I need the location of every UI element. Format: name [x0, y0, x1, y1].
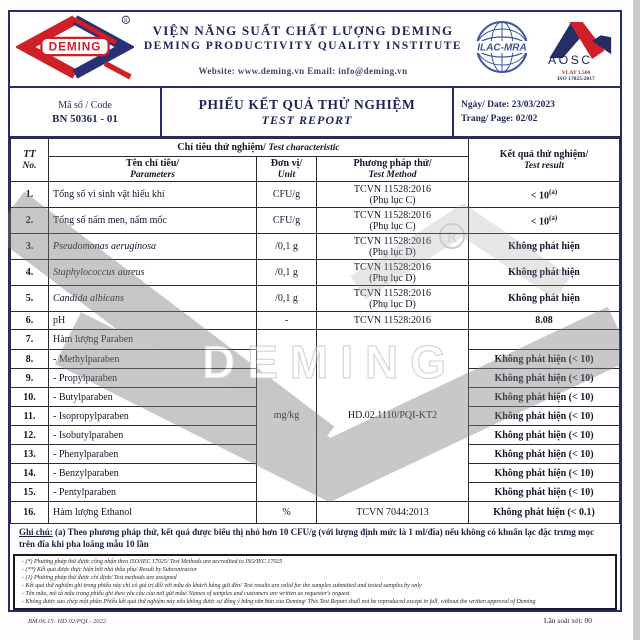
svg-text:AOSC: AOSC	[548, 52, 593, 66]
col-header-parameter: Tên chỉ tiêu/ Parameters	[49, 157, 257, 182]
form-code-text: BM.06.15: HD.02/PQI - 2022	[28, 618, 106, 625]
parameter-name: - Methylparaben	[49, 350, 257, 369]
result-value: Không phát hiện (< 10)	[469, 369, 620, 388]
note-label: Ghi chú:	[19, 527, 53, 538]
aosc-accreditation-code: VLAT 1.500	[561, 70, 591, 76]
title-block	[10, 88, 620, 138]
table-row	[11, 312, 620, 330]
revision-text: Lần soát xét: 00	[543, 616, 592, 625]
method-value: TCVN 11528:2016 (Phụ lục D)	[317, 260, 469, 286]
disclaimer-line: - Kết quả thử nghiệm ghi trong phiếu này chỉ có giá trị đối với mẫu do khách hàng gửi đến/ Test results are valid for the samples submitted and tested samples by only	[22, 583, 422, 590]
unit-value: CFU/g	[257, 208, 317, 234]
row-number: 3.	[11, 234, 49, 260]
result-value: 8.08	[469, 312, 620, 330]
parameter-name: Staphylococcus aureus	[49, 260, 257, 286]
ilac-mra-logo-icon	[472, 18, 532, 81]
row-number: 2.	[11, 208, 49, 234]
svg-text:ILAC-MRA: ILAC-MRA	[477, 42, 527, 53]
disclaimer-box	[13, 554, 617, 611]
table-row	[11, 502, 620, 524]
method-value: HD.02.1110/PQI-KT2	[317, 330, 469, 502]
website-line: Website: www.deming.vn Email: info@deming.vn	[198, 65, 408, 76]
table-row	[11, 260, 620, 286]
parameter-name: - Butylparaben	[49, 388, 257, 407]
aosc-standard-line: ISO 17025:2017	[557, 75, 595, 82]
result-value: Không phát hiện (< 10)	[469, 407, 620, 426]
svg-text:DEMING: DEMING	[202, 336, 458, 388]
method-value: TCVN 11528:2016	[317, 312, 469, 330]
col-header-unit: Đơn vị/ Unit	[257, 157, 317, 182]
disclaimer-line: - Tên mẫu, mô tả mẫu trong phiếu ghi theo yêu cầu của nơi gửi mẫu/ Names of samples and customers are written as requester's request	[22, 591, 350, 598]
unit-value: %	[257, 502, 317, 524]
method-value: TCVN 11528:2016 (Phụ lục D)	[317, 286, 469, 312]
parameter-name: Pseudomonas aeruginosa	[49, 234, 257, 260]
address-bar	[10, 610, 620, 612]
note-text: (a) Theo phương pháp thử, kết quả được biểu thị nhỏ hơn 10 CFU/g (với lượng định mức là 1 ml/đĩa) nếu không có khuẩn lạc đặc trưng mọc trên đĩa khi pha loãng mẫu 10 lần	[19, 527, 595, 550]
org-name-en: DEMING PRODUCTIVITY QUALITY INSTITUTE	[143, 39, 463, 52]
parameter-name: - Phenylparaben	[49, 445, 257, 464]
svg-text:DEMING: DEMING	[48, 39, 102, 54]
report-title-en: TEST REPORT	[261, 112, 353, 127]
result-value: Không phát hiện (< 10)	[469, 426, 620, 445]
code-cell	[10, 88, 162, 136]
code-value: BN 50361 - 01	[52, 112, 118, 125]
row-number: 16.	[11, 502, 49, 524]
method-value: TCVN 11528:2016 (Phụ lục C)	[317, 208, 469, 234]
row-number: 8.	[11, 350, 49, 369]
col-header-method: Phương pháp thử/ Test Method	[317, 157, 469, 182]
disclaimer-line: - (1) Phương pháp thử được chỉ định/ Test methods are assigned	[22, 575, 177, 581]
parameter-name: - Propylparaben	[49, 369, 257, 388]
unit-value: mg/kg	[257, 330, 317, 502]
svg-text:R: R	[124, 17, 128, 24]
parameter-name: Hàm lượng Ethanol	[49, 502, 257, 524]
accreditation-logos	[472, 16, 614, 82]
document-frame	[8, 10, 622, 612]
parameter-name: Hàm lượng Paraben	[49, 330, 257, 350]
result-value: Không phát hiện (< 0.1)	[469, 502, 620, 524]
row-number: 10.	[11, 388, 49, 407]
org-name-vi: VIỆN NĂNG SUẤT CHẤT LƯỢNG DEMING	[152, 22, 454, 38]
col-header-tt: TT No.	[11, 139, 49, 182]
unit-value: /0,1 g	[257, 234, 317, 260]
disclaimer-line: - Không được sao chép một phần Phiếu kết quả thử nghiệm này nếu không được sự đồng ý bằng văn bản của Deming/ This Test Report shall not be reproduced except in full, without the written approval of Deming	[22, 599, 536, 606]
report-title-cell	[162, 88, 452, 136]
report-title-vi: PHIẾU KẾT QUẢ THỬ NGHIỆM	[198, 96, 416, 112]
aosc-logo-icon	[538, 53, 614, 70]
disclaimer-line: - (*) Phương pháp thử được công nhận theo ISO/IEC 17025/ Test Methods are accredited to ISO/IEC 17025	[22, 558, 283, 565]
parameter-name: - Benzylparaben	[49, 464, 257, 483]
report-header	[10, 12, 620, 88]
result-value: Không phát hiện (< 10)	[469, 464, 620, 483]
svg-text:R: R	[446, 230, 458, 246]
parameter-name: Tổng số vi sinh vật hiếu khí	[49, 182, 257, 208]
row-number: 6.	[11, 312, 49, 330]
row-number: 11.	[11, 407, 49, 426]
parameter-name: - Isopropylparaben	[49, 407, 257, 426]
result-value: Không phát hiện (< 10)	[469, 445, 620, 464]
note-paragraph	[10, 524, 620, 552]
unit-value: /0,1 g	[257, 260, 317, 286]
row-number: 4.	[11, 260, 49, 286]
code-label: Mã số / Code	[58, 99, 112, 111]
row-number: 9.	[11, 369, 49, 388]
row-number: 5.	[11, 286, 49, 312]
result-value: Không phát hiện	[469, 234, 620, 260]
row-number: 12.	[11, 426, 49, 445]
row-number: 13.	[11, 445, 49, 464]
unit-value: /0,1 g	[257, 286, 317, 312]
unit-value: CFU/g	[257, 182, 317, 208]
method-value: TCVN 7044:2013	[317, 502, 469, 524]
date-page-cell	[452, 88, 620, 136]
parameter-name: - Pentylparaben	[49, 483, 257, 502]
col-header-result: Kết quả thử nghiệm/ Test result	[469, 139, 620, 182]
unit-value: -	[257, 312, 317, 330]
table-row	[11, 234, 620, 260]
result-value: Không phát hiện (< 10)	[469, 388, 620, 407]
method-value: TCVN 11528:2016 (Phụ lục C)	[317, 182, 469, 208]
parameter-name: - Isobutylparaben	[49, 426, 257, 445]
deming-logo-icon	[16, 11, 134, 88]
table-row	[11, 330, 620, 350]
row-number: 1.	[11, 182, 49, 208]
row-number: 15.	[11, 483, 49, 502]
parameter-name: Tổng số nấm men, nấm mốc	[49, 208, 257, 234]
row-number: 14.	[11, 464, 49, 483]
date-line: Ngày/ Date: 23/03/2023	[461, 99, 555, 110]
result-value: < 10$^{(a)}$	[469, 182, 620, 208]
aosc-logo-block	[538, 16, 614, 82]
result-value: < 10$^{(a)}$	[469, 208, 620, 234]
result-value: Không phát hiện (< 10)	[469, 350, 620, 369]
row-number: 7.	[11, 330, 49, 350]
page-line: Trang/ Page: 02/02	[461, 114, 538, 124]
table-row	[11, 208, 620, 234]
disclaimer-line: - (**) Kết quả được thực hiện bởi nhà thầu phụ/ Result by Subcontractor	[22, 566, 198, 573]
results-table	[10, 138, 620, 524]
scan-edge-shadow	[633, 0, 640, 640]
table-row	[11, 182, 620, 208]
institute-name-block	[134, 23, 472, 76]
col-header-group: Chỉ tiêu thử nghiệm/ Test characteristic	[49, 139, 469, 157]
parameter-name: Candida albicans	[49, 286, 257, 312]
method-value: TCVN 11528:2016 (Phụ lục D)	[317, 234, 469, 260]
result-value: Không phát hiện	[469, 286, 620, 312]
parameter-name: pH	[49, 312, 257, 330]
result-value: Không phát hiện	[469, 260, 620, 286]
result-value: Không phát hiện (< 10)	[469, 483, 620, 502]
table-row	[11, 286, 620, 312]
result-value	[469, 330, 620, 350]
